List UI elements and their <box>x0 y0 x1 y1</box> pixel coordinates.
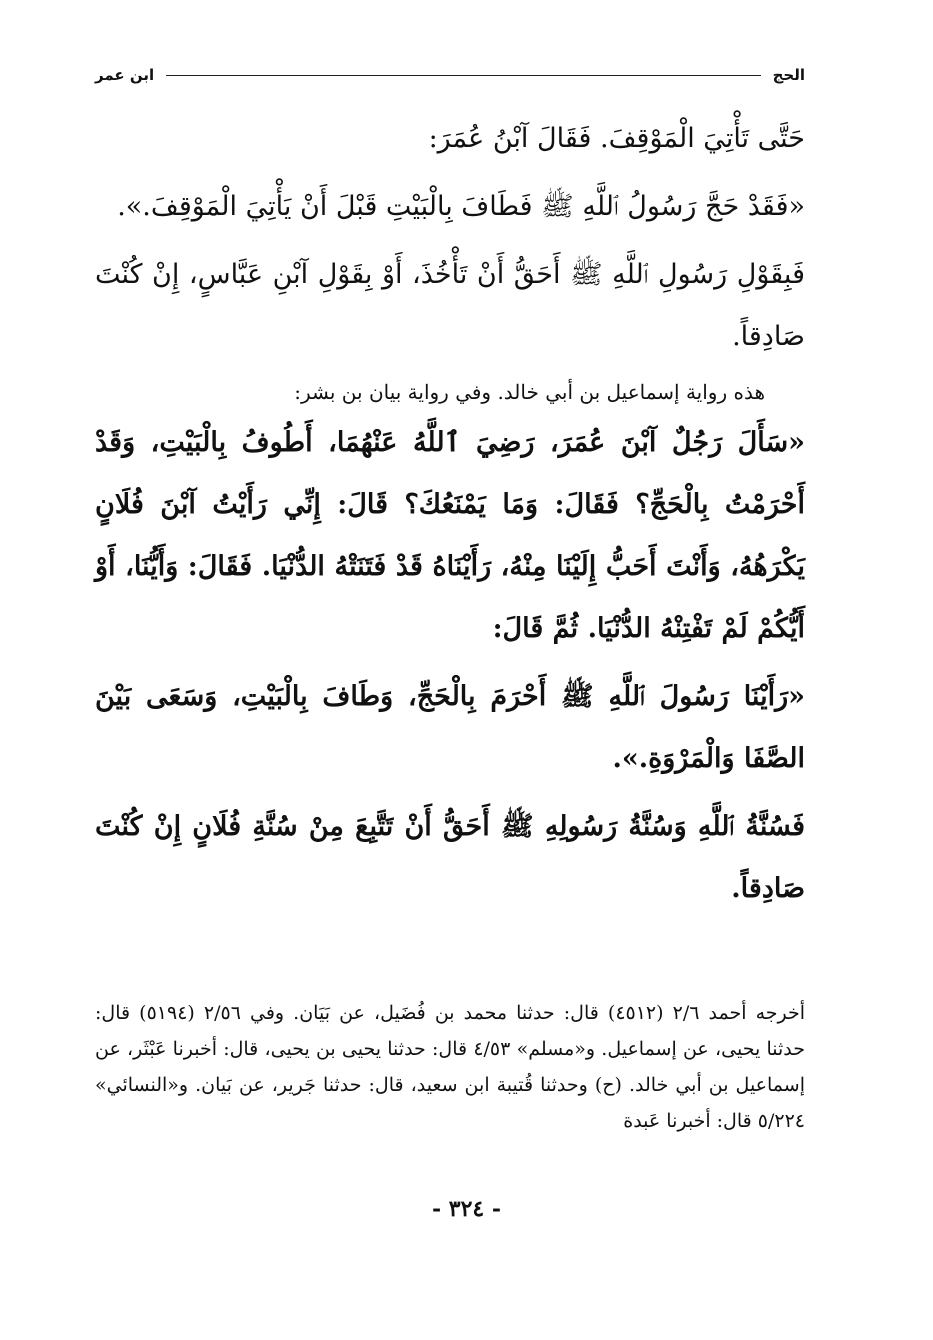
page-number: - ٣٢٤ - <box>431 1196 502 1222</box>
running-header <box>95 60 805 90</box>
narration-note: هذه رواية إسماعيل بن أبي خالد. وفي رواية بيان بن بشر: <box>294 380 765 404</box>
paragraph-7: فَسُنَّةُ ٱللَّهِ وَسُنَّةُ رَسُولِهِ ﷺ أَحَقُّ أَنْ تَتَّبِعَ مِنْ سُنَّةِ فُلَانٍ إِنْ كُنْتَ صَادِقاً. <box>95 811 805 904</box>
paragraph-5: «سَأَلَ رَجُلٌ آبْنَ عُمَرَ، رَضِيَ ٱللَّهُ عَنْهُمَا، أَطُوفُ بِالْبَيْتِ، وَقَدْ أَحْرَمْتُ بِالْحَجِّ؟ فَقَالَ: وَمَا يَمْنَعُكَ؟ قَالَ: إِنِّي رَأَيْتُ آبْنَ فُلَانٍ يَكْرَهُهُ، وَأَنْتَ أَحَبُّ إِلَيْنَا مِنْهُ، رَأَيْنَاهُ قَدْ فَتَنَتْهُ الدُّنْيَا. فَقَالَ: وَأَيُّنَا، أَوْ أَيُّكُمْ لَمْ تَفْتِنْهُ الدُّنْيَا. ثُمَّ قَالَ: <box>95 427 805 644</box>
chapter-title: الحج <box>772 66 805 84</box>
paragraph-3: فَبِقَوْلِ رَسُولِ ٱللَّهِ ﷺ أَحَقُّ أَنْ تَأْخُذَ، أَوْ بِقَوْلِ آبْنِ عَبَّاسٍ، إِنْ كُنْتَ صَادِقاً. <box>95 259 805 352</box>
paragraph-1: حَتَّى تَأْتِيَ الْمَوْقِفَ. فَقَالَ آبْنُ عُمَرَ: <box>428 123 805 154</box>
main-text <box>95 108 805 920</box>
paragraph-2: «فَقَدْ حَجَّ رَسُولُ ٱللَّهِ ﷺ فَطَافَ بِالْبَيْتِ قَبْلَ أَنْ يَأْتِيَ الْمَوْقِفَ.». <box>117 191 805 222</box>
footnote: أخرجه أحمد ٢/٦ (٤٥١٢) قال: حدثنا محمد بن فُضَيل، عن بَيَان. وفي ٢/٥٦ (٥١٩٤) قال: حدثنا يحيى، عن إسماعيل. و«مسلم» ٤/٥٣ قال: حدثنا يحيى بن يحيى، قال: أخبرنا عَبْثَر، عن إسماعيل بن أبي خالد. (ح) وحدثنا قُتيبة ابن سعيد، قال: حدثنا جَرير، عن بَيان. و«النسائي» ٥/٢٢٤ قال: أخبرنا عَبدة <box>95 1002 806 1132</box>
header-rule <box>166 75 760 76</box>
paragraph-6: «رَأَيْنَا رَسُولَ ٱللَّهِ ﷺ أَحْرَمَ بِالْحَجِّ، وَطَافَ بِالْبَيْتِ، وَسَعَى بَيْنَ الصَّفَا وَالْمَرْوَةِ.». <box>95 681 805 774</box>
narrator-title: ابن عمر <box>95 66 155 84</box>
